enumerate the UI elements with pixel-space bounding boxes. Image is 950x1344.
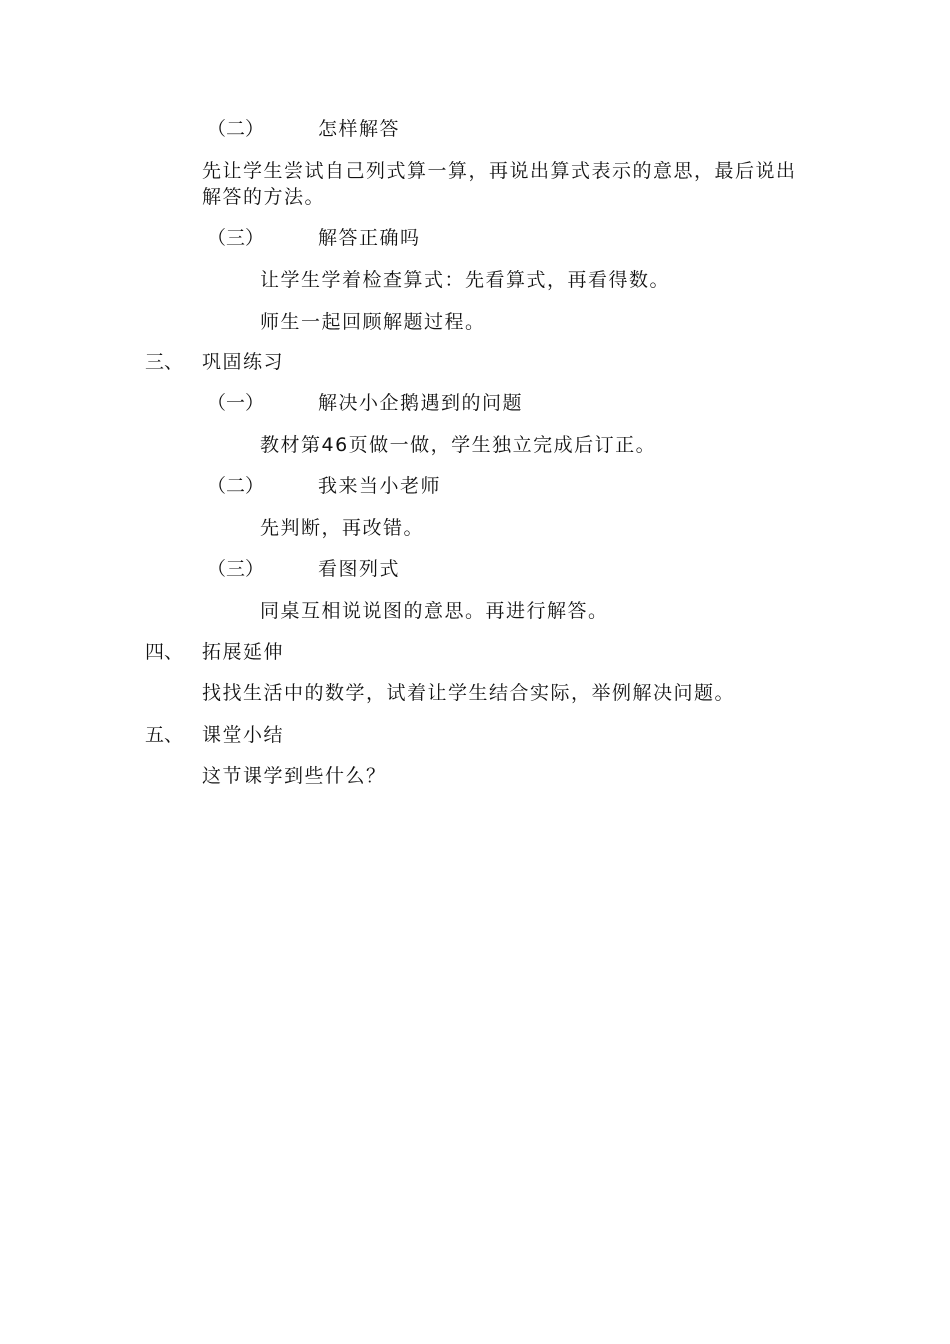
subsection-title: 看图列式 xyxy=(318,558,401,580)
paragraph: 这节课学到些什么？ xyxy=(202,765,387,787)
section-number: 三、 xyxy=(145,351,184,373)
paragraph: 先让学生尝试自己列式算一算，再说出算式表示的意思，最后说出解答的方法。 xyxy=(202,160,797,208)
section-title: 课堂小结 xyxy=(202,724,285,746)
paragraph: 先判断，再改错。 xyxy=(260,517,425,539)
paragraph: 同桌互相说说图的意思。再进行解答。 xyxy=(260,600,609,622)
paragraph: 教材第46页做一做，学生独立完成后订正。 xyxy=(260,434,657,456)
subsection-number: （三） xyxy=(207,227,265,249)
subsection-number: （二） xyxy=(207,475,265,497)
subsection-title: 怎样解答 xyxy=(318,118,401,140)
section-title: 巩固练习 xyxy=(202,351,285,373)
subsection-title: 解决小企鹅遇到的问题 xyxy=(318,392,524,414)
subsection-title: 我来当小老师 xyxy=(318,475,442,497)
subsection-number: （一） xyxy=(207,392,265,414)
subsection-number: （二） xyxy=(207,118,265,140)
section-number: 四、 xyxy=(145,641,184,663)
paragraph: 师生一起回顾解题过程。 xyxy=(260,311,486,333)
paragraph: 找找生活中的数学，试着让学生结合实际，举例解决问题。 xyxy=(202,682,736,704)
paragraph: 让学生学着检查算式：先看算式，再看得数。 xyxy=(260,269,671,291)
subsection-number: （三） xyxy=(207,558,265,580)
section-title: 拓展延伸 xyxy=(202,641,285,663)
section-number: 五、 xyxy=(145,724,184,746)
subsection-title: 解答正确吗 xyxy=(318,227,421,249)
